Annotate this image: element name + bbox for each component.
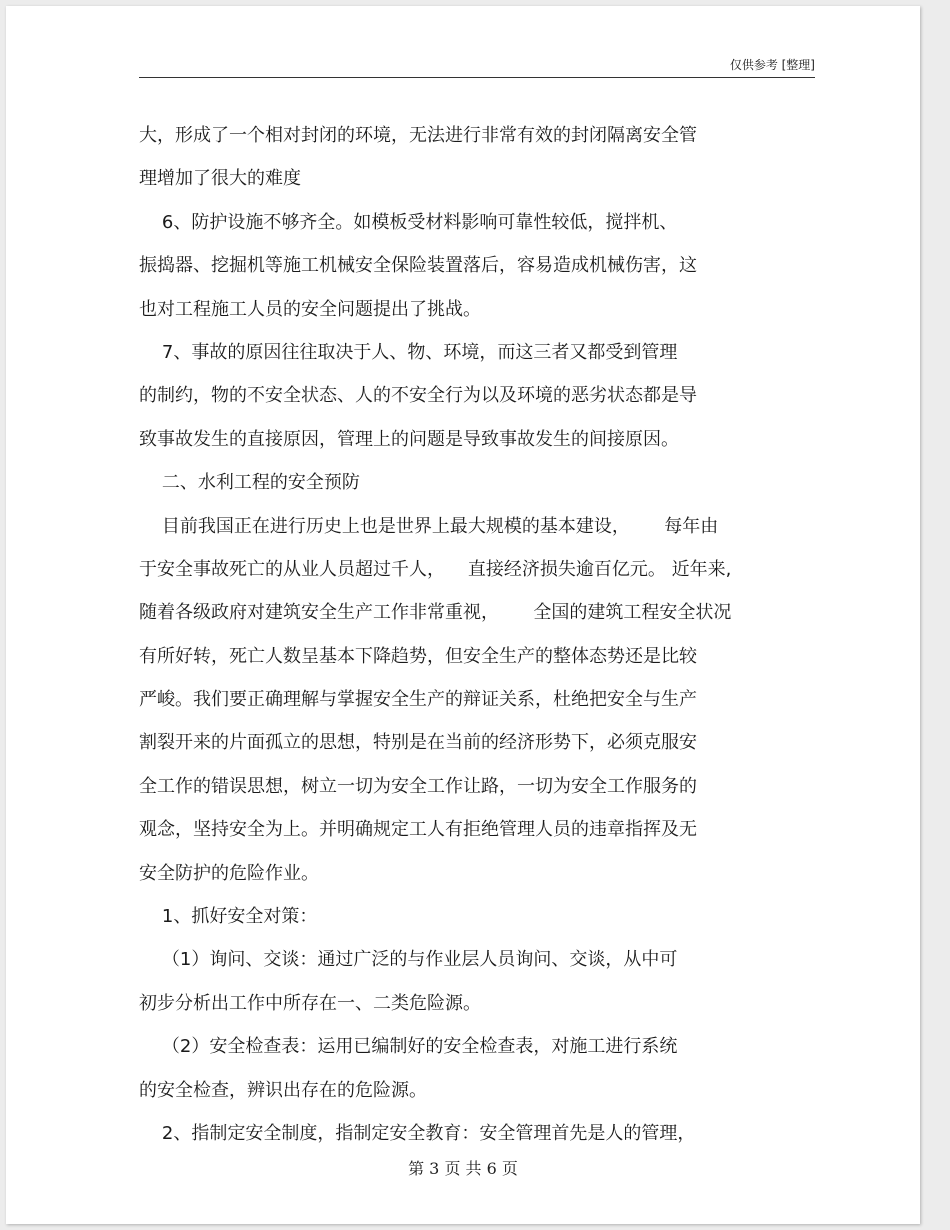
- text-line: 1、抓好安全对策：: [139, 906, 318, 928]
- text-line: 大，形成了一个相对封闭的环境，无法进行非常有效的封闭隔离安全管: [139, 125, 697, 146]
- text-line: 随着各级政府对建筑安全生产工作非常重视， 全国的建筑工程安全状况: [139, 602, 732, 624]
- text-line: 严峻。我们要正确理解与掌握安全生产的辩证关系，杜绝把安全与生产: [139, 689, 697, 711]
- text-line: 初步分析出工作中所存在一、二类危险源。: [139, 992, 481, 1014]
- header-rule: [139, 77, 815, 78]
- text-line: 也对工程施工人员的安全问题提出了挑战。: [139, 298, 481, 320]
- document-page: [6, 6, 920, 1224]
- text-line: 理增加了很大的难度: [139, 168, 301, 190]
- text-line: （2）安全检查表：运用已编制好的安全检查表，对施工进行系统: [139, 1036, 678, 1058]
- body-text: [139, 114, 815, 1155]
- text-line: 目前我国正在进行历史上也是世界上最大规模的基本建设， 每年由: [139, 515, 719, 537]
- text-line: 安全防护的危险作业。: [139, 862, 319, 884]
- text-line: 6、防护设施不够齐全。如模板受材料影响可靠性较低，搅拌机、: [139, 211, 678, 233]
- text-line: 于安全事故死亡的从业人员超过千人， 直接经济损失逾百亿元。 近年来,: [139, 558, 732, 580]
- section-heading: 二、水利工程的安全预防: [139, 472, 360, 494]
- text-line: 2、指制定安全制度，指制定安全教育：安全管理首先是人的管理，: [139, 1122, 696, 1144]
- text-line: 的制约，物的不安全状态、人的不安全行为以及环境的恶劣状态都是导: [139, 385, 697, 407]
- text-line: 有所好转，死亡人数呈基本下降趋势，但安全生产的整体态势还是比较: [139, 645, 697, 667]
- text-line: 割裂开来的片面孤立的思想，特别是在当前的经济形势下，必须克服安: [139, 732, 697, 754]
- text-line: 7、事故的原因往往取决于人、物、环境，而这三者又都受到管理: [139, 341, 678, 363]
- page-footer: 第 3 页 共 6 页: [408, 1159, 518, 1178]
- text-line: 观念，坚持安全为上。并明确规定工人有拒绝管理人员的违章指挥及无: [139, 819, 697, 841]
- page-header: 仅供参考 [整理]: [729, 58, 815, 72]
- text-line: 致事故发生的直接原因，管理上的问题是导致事故发生的间接原因。: [139, 428, 679, 450]
- text-line: 全工作的错误思想，树立一切为安全工作让路，一切为安全工作服务的: [139, 775, 697, 797]
- text-line: （1）询问、交谈：通过广泛的与作业层人员询问、交谈，从中可: [139, 949, 678, 971]
- text-line: 的安全检查，辨识出存在的危险源。: [139, 1079, 427, 1101]
- text-line: 振捣器、挖掘机等施工机械安全保险装置落后，容易造成机械伤害，这: [139, 255, 697, 277]
